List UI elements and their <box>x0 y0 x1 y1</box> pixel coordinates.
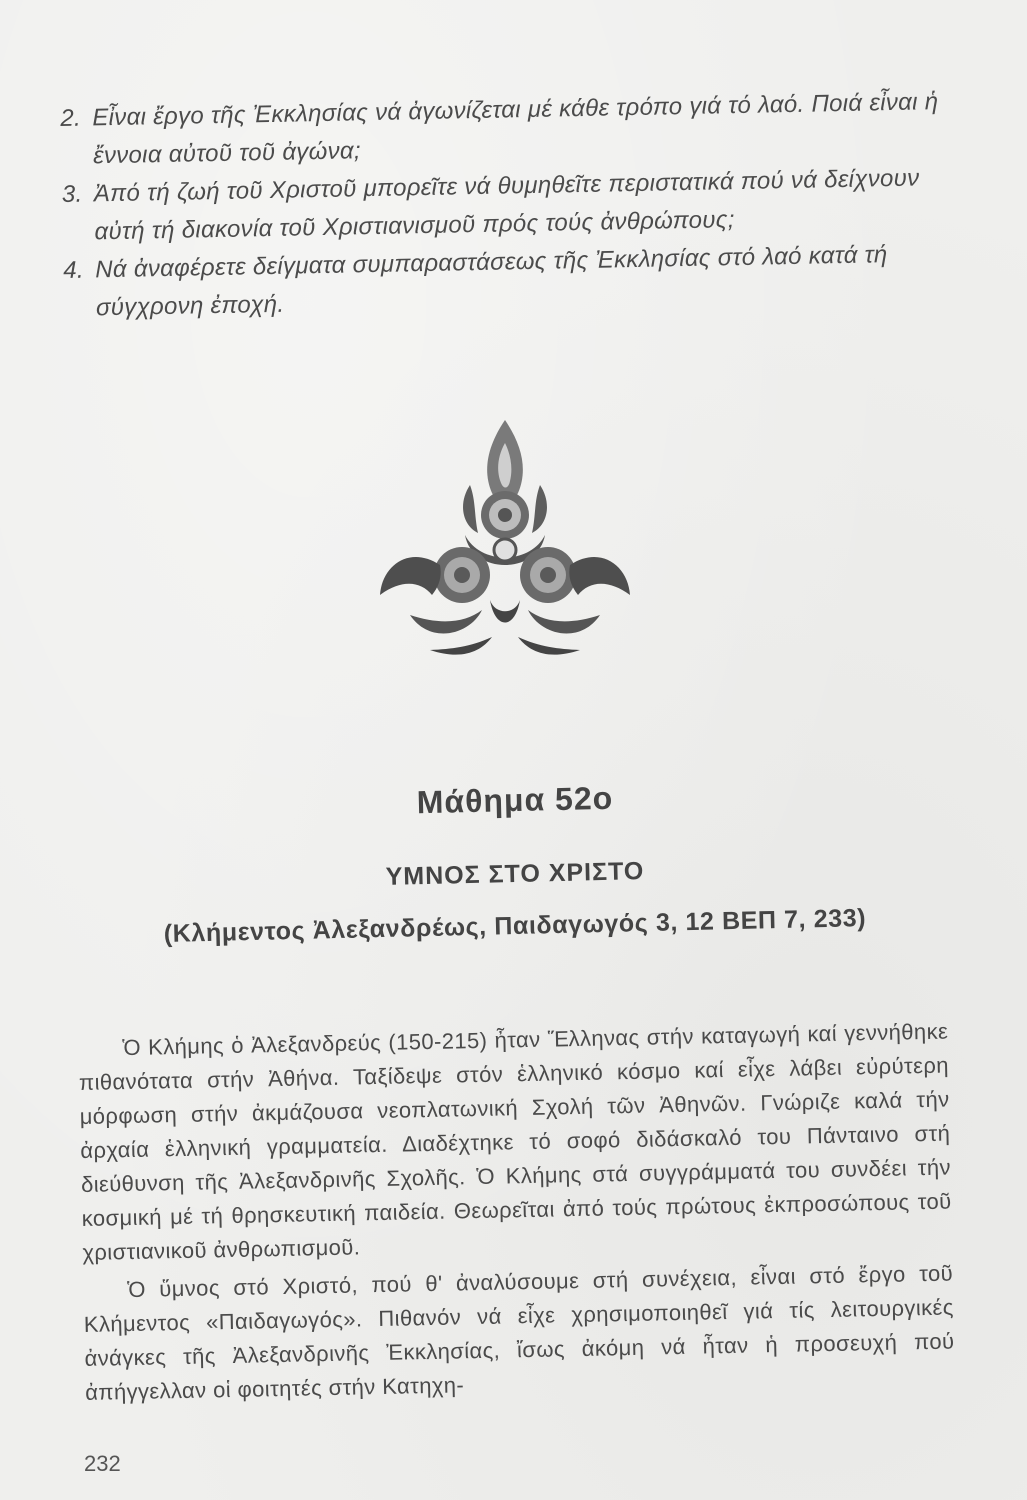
question-text: Νά ἀναφέρετε δείγματα συμπαραστάσεως τῆς Ἐκκλησίας στό λαό κατά τή σύγχρονη ἐποχή. <box>95 241 888 322</box>
question-number: 4. <box>63 256 85 284</box>
lesson-source: (Κλήμεντος Ἀλεξανδρέως, Παιδαγωγός 3, 12 ΒΕΠ 7, 233) <box>163 904 867 948</box>
question-item <box>63 235 944 328</box>
lesson-label: Μάθημα 52ο <box>416 779 614 821</box>
paragraph: Ὁ ὕμνος στό Χριστό, πού θ' ἀναλύσουμε στή συνέχεια, εἶναι στό ἔργο τοῦ Κλήμεντος «Παιδαγωγός». Πιθανόν νά εἶχε χρησιμοποιηθεῖ γιά τίς λειτουργικές ἀνάγκες τῆς Ἀλεξανδρινῆς Ἐκκλησίας, ἴσως ἀκόμη νά ἦταν ἡ προσευχή πού ἀπήγγελλαν οἱ φοιτητές στήν Κατηχη- <box>83 1260 955 1405</box>
question-number: 2. <box>60 104 82 132</box>
question-text: Ἀπό τή ζωή τοῦ Χριστοῦ μπορεῖτε νά θυμηθεῖτε περιστατικά πού νά δείχνουν αὐτή τή διακονία τοῦ Χριστιανισμοῦ πρός τούς ἀνθρώπους; <box>93 164 920 246</box>
question-text: Εἶναι ἔργο τῆς Ἐκκλησίας νά ἀγωνίζεται μέ κάθε τρόπο γιά τό λαό. Ποιά εἶναι ἡ ἔννοια αὐτοῦ τοῦ ἀγώνα; <box>92 88 939 170</box>
review-questions <box>60 83 944 328</box>
lesson-title: ΥΜΝΟΣ ΣΤΟ ΧΡΙΣΤΟ <box>385 857 645 891</box>
paragraph: Ὁ Κλήμης ὁ Ἀλεξανδρεύς (150-215) ἦταν Ἕλληνας στήν καταγωγή καί γεννήθηκε πιθανότατα στήν Ἀθήνα. Ταξίδεψε στόν ἑλληνικό κόσμο καί εἶχε λάβει εὐρύτερη μόρφωση στήν ἀκμάζουσα νεοπλατωνική Σχολή τῶν Ἀθηνῶν. Γνώριζε καλά τήν ἀρχαία ἑλληνική γραμματεία. Διαδέχτηκε τό σοφό διδάσκαλό του Πάνταινο στή διεύθυνση τῆς Ἀλεξανδρινῆς Σχολῆς. Ὁ Κλήμης στά συγγράμματά του συνδέει τήν κοσμική μέ τή θρησκευτική παιδεία. Θεωρεῖται ἀπό τούς πρώτους ἐκπροσώπους τοῦ χριστιανικοῦ ἀνθρωπισμοῦ. <box>78 1018 952 1265</box>
question-number: 3. <box>61 180 83 208</box>
body-text <box>78 1015 955 1414</box>
page-number: 232 <box>84 1451 121 1476</box>
byzantine-ornament-icon <box>370 415 640 665</box>
